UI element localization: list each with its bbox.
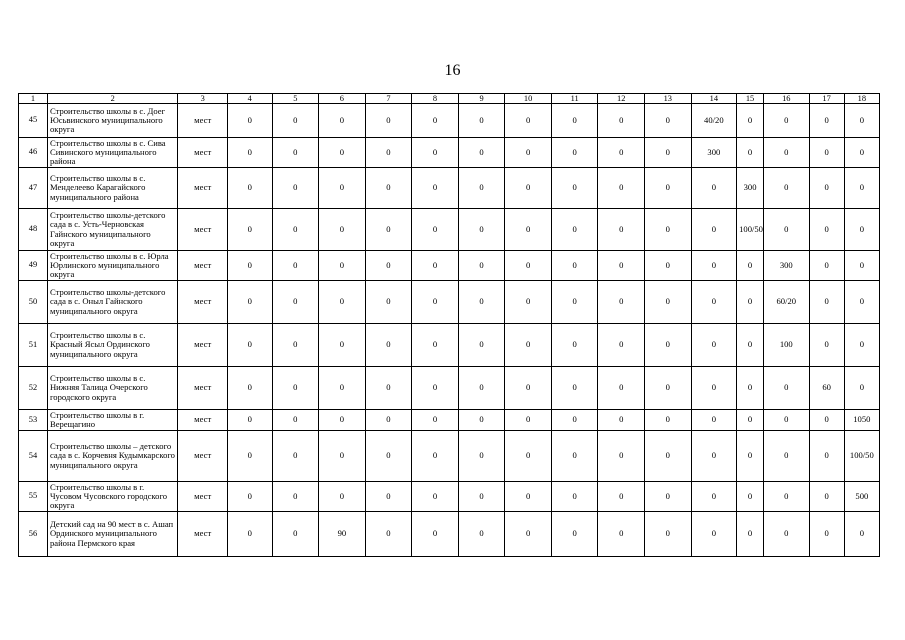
value-cell: 100/50 <box>737 209 764 251</box>
value-cell: 0 <box>551 431 598 482</box>
value-cell: 0 <box>272 251 319 281</box>
value-cell: 0 <box>458 367 505 410</box>
column-header: 11 <box>551 94 598 104</box>
value-cell: 0 <box>412 168 459 209</box>
value-cell: 0 <box>505 168 552 209</box>
column-header: 7 <box>365 94 412 104</box>
value-cell: 0 <box>505 138 552 168</box>
value-cell: 0 <box>272 209 319 251</box>
value-cell: 0 <box>505 431 552 482</box>
value-cell: 0 <box>319 251 366 281</box>
unit-cell: мест <box>178 431 228 482</box>
table-row <box>19 168 880 209</box>
value-cell: 0 <box>412 251 459 281</box>
value-cell: 0 <box>458 209 505 251</box>
value-cell: 0 <box>764 138 810 168</box>
value-cell: 0 <box>598 431 645 482</box>
value-cell: 0 <box>412 367 459 410</box>
unit-cell: мест <box>178 138 228 168</box>
value-cell: 0 <box>844 168 879 209</box>
table-row <box>19 410 880 431</box>
value-cell: 0 <box>737 431 764 482</box>
value-cell: 0 <box>691 281 737 324</box>
value-cell: 0 <box>764 209 810 251</box>
value-cell: 0 <box>412 512 459 557</box>
value-cell: 0 <box>764 512 810 557</box>
value-cell: 0 <box>228 251 272 281</box>
value-cell: 0 <box>645 512 692 557</box>
value-cell: 0 <box>809 512 844 557</box>
value-cell: 0 <box>272 324 319 367</box>
row-number: 48 <box>19 209 48 251</box>
value-cell: 0 <box>809 104 844 138</box>
value-cell: 0 <box>319 168 366 209</box>
value-cell: 0 <box>412 324 459 367</box>
row-number: 55 <box>19 482 48 512</box>
value-cell: 0 <box>737 138 764 168</box>
table-row <box>19 138 880 168</box>
value-cell: 0 <box>844 367 879 410</box>
column-header: 18 <box>844 94 879 104</box>
column-header: 10 <box>505 94 552 104</box>
value-cell: 0 <box>598 324 645 367</box>
value-cell: 0 <box>844 324 879 367</box>
value-cell: 0 <box>505 367 552 410</box>
value-cell: 0 <box>598 410 645 431</box>
value-cell: 0 <box>764 367 810 410</box>
value-cell: 0 <box>505 209 552 251</box>
column-header: 14 <box>691 94 737 104</box>
value-cell: 0 <box>809 251 844 281</box>
value-cell: 0 <box>365 482 412 512</box>
value-cell: 0 <box>272 367 319 410</box>
row-number: 45 <box>19 104 48 138</box>
value-cell: 0 <box>598 367 645 410</box>
unit-cell: мест <box>178 209 228 251</box>
value-cell: 0 <box>228 367 272 410</box>
value-cell: 0 <box>272 168 319 209</box>
row-number: 56 <box>19 512 48 557</box>
value-cell: 0 <box>412 410 459 431</box>
row-number: 50 <box>19 281 48 324</box>
value-cell: 0 <box>645 138 692 168</box>
value-cell: 0 <box>645 324 692 367</box>
value-cell: 0 <box>319 209 366 251</box>
value-cell: 0 <box>458 251 505 281</box>
value-cell: 100 <box>764 324 810 367</box>
column-header: 6 <box>319 94 366 104</box>
row-number: 52 <box>19 367 48 410</box>
value-cell: 0 <box>228 431 272 482</box>
value-cell: 0 <box>228 138 272 168</box>
value-cell: 0 <box>272 512 319 557</box>
value-cell: 0 <box>551 138 598 168</box>
row-number: 47 <box>19 168 48 209</box>
value-cell: 0 <box>598 512 645 557</box>
value-cell: 0 <box>458 138 505 168</box>
value-cell: 0 <box>412 104 459 138</box>
value-cell: 0 <box>764 168 810 209</box>
value-cell: 0 <box>412 482 459 512</box>
value-cell: 0 <box>691 209 737 251</box>
value-cell: 0 <box>551 104 598 138</box>
value-cell: 0 <box>319 324 366 367</box>
value-cell: 0 <box>645 281 692 324</box>
value-cell: 0 <box>844 281 879 324</box>
value-cell: 0 <box>365 104 412 138</box>
value-cell: 0 <box>551 251 598 281</box>
value-cell: 0 <box>764 104 810 138</box>
value-cell: 0 <box>645 251 692 281</box>
unit-cell: мест <box>178 512 228 557</box>
value-cell: 0 <box>228 324 272 367</box>
column-header: 1 <box>19 94 48 104</box>
table-row <box>19 367 880 410</box>
value-cell: 0 <box>458 168 505 209</box>
value-cell: 0 <box>551 168 598 209</box>
value-cell: 0 <box>505 410 552 431</box>
value-cell: 0 <box>645 168 692 209</box>
value-cell: 0 <box>458 104 505 138</box>
value-cell: 0 <box>737 482 764 512</box>
value-cell: 0 <box>844 512 879 557</box>
value-cell: 0 <box>272 482 319 512</box>
table-row <box>19 431 880 482</box>
value-cell: 60/20 <box>764 281 810 324</box>
value-cell: 0 <box>365 367 412 410</box>
value-cell: 0 <box>737 281 764 324</box>
value-cell: 0 <box>737 410 764 431</box>
value-cell: 0 <box>809 209 844 251</box>
value-cell: 0 <box>458 281 505 324</box>
value-cell: 0 <box>764 410 810 431</box>
project-name: Строительство школы в с. Юрла Юрлинского муниципального округа <box>47 251 177 281</box>
value-cell: 0 <box>551 482 598 512</box>
value-cell: 0 <box>737 324 764 367</box>
value-cell: 0 <box>551 281 598 324</box>
value-cell: 0 <box>691 251 737 281</box>
column-header: 12 <box>598 94 645 104</box>
unit-cell: мест <box>178 168 228 209</box>
value-cell: 0 <box>319 410 366 431</box>
value-cell: 0 <box>365 281 412 324</box>
value-cell: 0 <box>505 281 552 324</box>
row-number: 54 <box>19 431 48 482</box>
project-name: Строительство школы в с. Менделеево Карагайского муниципального района <box>47 168 177 209</box>
column-header: 8 <box>412 94 459 104</box>
value-cell: 0 <box>764 431 810 482</box>
value-cell: 0 <box>365 138 412 168</box>
value-cell: 0 <box>319 281 366 324</box>
column-header: 5 <box>272 94 319 104</box>
value-cell: 0 <box>645 209 692 251</box>
value-cell: 0 <box>505 251 552 281</box>
column-header: 4 <box>228 94 272 104</box>
value-cell: 0 <box>319 482 366 512</box>
project-name: Строительство школы-детского сада в с. Усть-Черновская Гайнского муниципального округа <box>47 209 177 251</box>
value-cell: 0 <box>319 138 366 168</box>
column-header: 2 <box>47 94 177 104</box>
value-cell: 0 <box>691 410 737 431</box>
row-number: 49 <box>19 251 48 281</box>
value-cell: 0 <box>365 410 412 431</box>
table-row <box>19 482 880 512</box>
value-cell: 300 <box>764 251 810 281</box>
value-cell: 0 <box>458 512 505 557</box>
value-cell: 0 <box>319 104 366 138</box>
row-number: 51 <box>19 324 48 367</box>
value-cell: 0 <box>412 138 459 168</box>
value-cell: 0 <box>645 482 692 512</box>
value-cell: 0 <box>809 324 844 367</box>
value-cell: 0 <box>551 367 598 410</box>
value-cell: 0 <box>598 138 645 168</box>
value-cell: 0 <box>458 410 505 431</box>
column-header: 9 <box>458 94 505 104</box>
value-cell: 0 <box>365 324 412 367</box>
project-name: Строительство школы в с. Нижняя Талица Очерского городского округа <box>47 367 177 410</box>
value-cell: 0 <box>737 512 764 557</box>
project-name: Строительство школы в с. Доег Юсьвинского муниципального округа <box>47 104 177 138</box>
value-cell: 300 <box>691 138 737 168</box>
unit-cell: мест <box>178 281 228 324</box>
value-cell: 0 <box>228 168 272 209</box>
value-cell: 0 <box>598 168 645 209</box>
table-row <box>19 281 880 324</box>
unit-cell: мест <box>178 251 228 281</box>
value-cell: 0 <box>809 168 844 209</box>
header-row <box>19 94 880 104</box>
value-cell: 1050 <box>844 410 879 431</box>
value-cell: 0 <box>551 324 598 367</box>
unit-cell: мест <box>178 104 228 138</box>
value-cell: 0 <box>551 512 598 557</box>
value-cell: 0 <box>228 482 272 512</box>
value-cell: 0 <box>505 482 552 512</box>
value-cell: 0 <box>645 431 692 482</box>
column-header: 17 <box>809 94 844 104</box>
value-cell: 0 <box>365 431 412 482</box>
value-cell: 0 <box>458 482 505 512</box>
value-cell: 0 <box>228 209 272 251</box>
value-cell: 0 <box>228 104 272 138</box>
value-cell: 0 <box>691 324 737 367</box>
data-table <box>18 93 880 557</box>
value-cell: 0 <box>809 431 844 482</box>
value-cell: 0 <box>844 104 879 138</box>
value-cell: 0 <box>809 482 844 512</box>
value-cell: 0 <box>809 281 844 324</box>
unit-cell: мест <box>178 482 228 512</box>
row-number: 53 <box>19 410 48 431</box>
value-cell: 0 <box>458 431 505 482</box>
unit-cell: мест <box>178 324 228 367</box>
project-name: Строительство школы в г. Чусовом Чусовского городского округа <box>47 482 177 512</box>
table-row <box>19 104 880 138</box>
value-cell: 0 <box>228 512 272 557</box>
value-cell: 0 <box>598 251 645 281</box>
value-cell: 0 <box>412 431 459 482</box>
project-name: Строительство школы в с. Сива Сивинского муниципального района <box>47 138 177 168</box>
value-cell: 0 <box>737 367 764 410</box>
value-cell: 0 <box>645 367 692 410</box>
value-cell: 0 <box>598 104 645 138</box>
value-cell: 0 <box>645 104 692 138</box>
value-cell: 0 <box>365 168 412 209</box>
table-row <box>19 251 880 281</box>
value-cell: 0 <box>365 251 412 281</box>
unit-cell: мест <box>178 410 228 431</box>
value-cell: 60 <box>809 367 844 410</box>
value-cell: 40/20 <box>691 104 737 138</box>
page-number: 16 <box>444 62 461 79</box>
value-cell: 0 <box>272 410 319 431</box>
value-cell: 0 <box>505 512 552 557</box>
project-name: Детский сад на 90 мест в с. Ашап Ординского муниципального района Пермского края <box>47 512 177 557</box>
value-cell: 0 <box>272 104 319 138</box>
value-cell: 0 <box>844 138 879 168</box>
value-cell: 100/50 <box>844 431 879 482</box>
value-cell: 0 <box>809 410 844 431</box>
value-cell: 0 <box>551 410 598 431</box>
column-header: 15 <box>737 94 764 104</box>
value-cell: 0 <box>228 281 272 324</box>
project-name: Строительство школы в г. Верещагино <box>47 410 177 431</box>
column-header: 3 <box>178 94 228 104</box>
value-cell: 0 <box>691 512 737 557</box>
value-cell: 90 <box>319 512 366 557</box>
column-header: 13 <box>645 94 692 104</box>
value-cell: 0 <box>598 281 645 324</box>
table-row <box>19 324 880 367</box>
value-cell: 0 <box>505 104 552 138</box>
table-row <box>19 512 880 557</box>
project-name: Строительство школы в с. Красный Ясыл Ординского муниципального округа <box>47 324 177 367</box>
value-cell: 300 <box>737 168 764 209</box>
value-cell: 0 <box>809 138 844 168</box>
unit-cell: мест <box>178 367 228 410</box>
value-cell: 0 <box>737 251 764 281</box>
value-cell: 0 <box>365 209 412 251</box>
column-header: 16 <box>764 94 810 104</box>
value-cell: 0 <box>319 431 366 482</box>
value-cell: 0 <box>458 324 505 367</box>
row-number: 46 <box>19 138 48 168</box>
value-cell: 0 <box>598 482 645 512</box>
value-cell: 0 <box>551 209 598 251</box>
value-cell: 0 <box>228 410 272 431</box>
value-cell: 0 <box>691 367 737 410</box>
table-row <box>19 209 880 251</box>
value-cell: 0 <box>645 410 692 431</box>
value-cell: 0 <box>412 281 459 324</box>
value-cell: 500 <box>844 482 879 512</box>
value-cell: 0 <box>691 482 737 512</box>
project-name: Строительство школы-детского сада в с. Оныл Гайнского муниципального округа <box>47 281 177 324</box>
value-cell: 0 <box>598 209 645 251</box>
value-cell: 0 <box>505 324 552 367</box>
value-cell: 0 <box>691 168 737 209</box>
value-cell: 0 <box>844 209 879 251</box>
value-cell: 0 <box>272 138 319 168</box>
value-cell: 0 <box>844 251 879 281</box>
value-cell: 0 <box>412 209 459 251</box>
value-cell: 0 <box>272 431 319 482</box>
value-cell: 0 <box>691 431 737 482</box>
value-cell: 0 <box>365 512 412 557</box>
value-cell: 0 <box>737 104 764 138</box>
value-cell: 0 <box>764 482 810 512</box>
value-cell: 0 <box>272 281 319 324</box>
value-cell: 0 <box>319 367 366 410</box>
project-name: Строительство школы – детского сада в с. Корчевня Кудымкарского муниципального округа <box>47 431 177 482</box>
